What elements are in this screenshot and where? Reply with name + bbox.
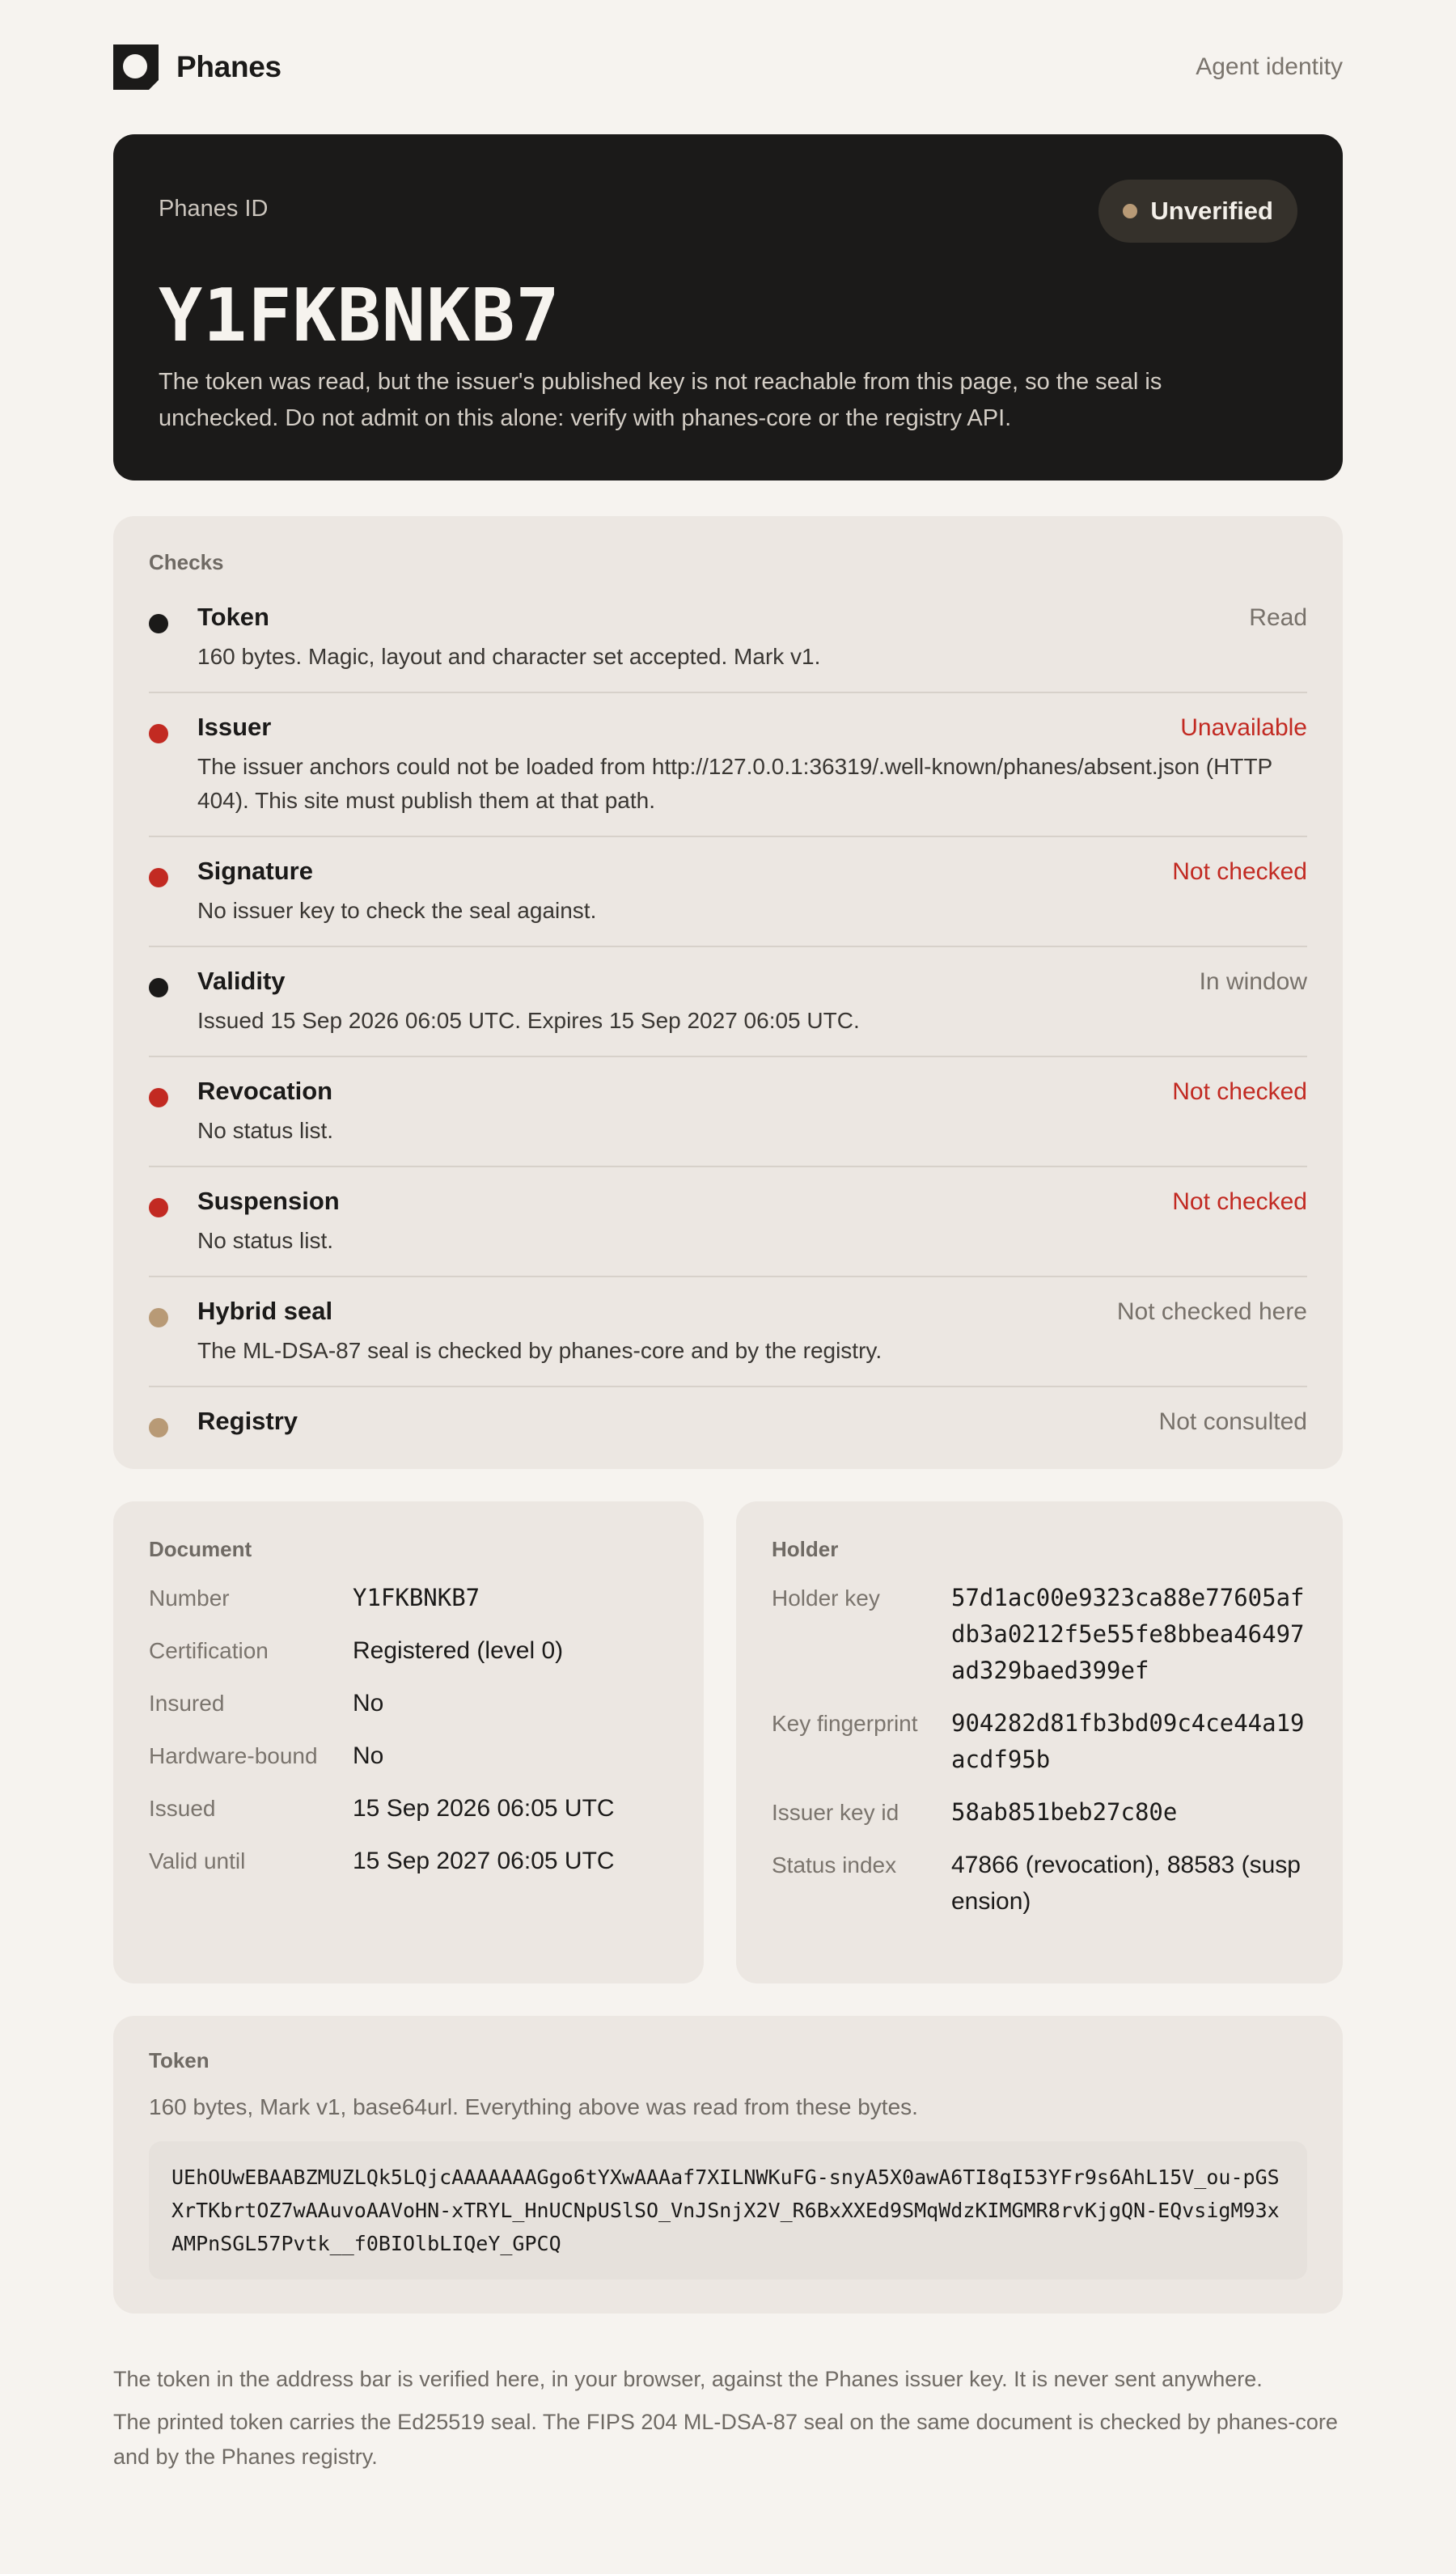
- check-title-issuer: Issuer: [197, 713, 272, 741]
- token-value[interactable]: UEhOUwEBAABZMUZLQk5LQjcAAAAAAAGgo6tYXwAAAaf7XILNWKuFG-snyA5X0awA6TI8qI53YFr9s6AhL15V_ou-pGSXrTKbrtOZ7wAAuvoAAVoHN-xTRYL_HnUCNpUSlSO_VnJSnjX2V_R6BxXXEd9SMqWdzKIMGMR8rvKjgQN-EQvsigM93xAMPnSGL57Pvtk__f0BIOlbLIQeY_GPCQ: [149, 2141, 1307, 2280]
- check-status-dot-icon: [149, 614, 168, 633]
- footer: [113, 2362, 1343, 2475]
- footer-note-browser: The token in the address bar is verified here, in your browser, against the Phanes issuer key. It is never sent anywhere.: [113, 2367, 1263, 2391]
- document-row-hardware-bound: [149, 1738, 668, 1774]
- status-dot-icon: [1123, 204, 1137, 218]
- top-bar: [113, 0, 1343, 134]
- check-row: [149, 693, 1307, 837]
- check-head: [197, 967, 1307, 996]
- check-status-signature: Not checked: [1172, 858, 1307, 885]
- phanes-id-value: Y1FKBNKB7: [159, 273, 561, 358]
- check-status-dot-icon: [149, 724, 168, 743]
- check-status-registry: Not consulted: [1158, 1408, 1307, 1435]
- check-title-suspension: Suspension: [197, 1187, 340, 1215]
- check-status-dot-icon: [149, 1418, 168, 1437]
- check-title-signature: Signature: [197, 857, 313, 885]
- document-row-issued: [149, 1790, 668, 1827]
- check-status-dot-icon: [149, 1308, 168, 1327]
- holder-panel: [736, 1501, 1343, 1983]
- check-status-dot-icon: [149, 978, 168, 997]
- holder-row-key-fingerprint: [772, 1705, 1307, 1778]
- check-head: [197, 1077, 1307, 1106]
- check-head: [197, 1407, 1307, 1436]
- footer-note-seal: The printed token carries the Ed25519 seal. The FIPS 204 ML-DSA-87 seal on the same document is checked by phanes-core and by the Phanes registry.: [113, 2410, 1338, 2469]
- certification-label: Certification: [149, 1638, 269, 1663]
- status-badge: [1098, 180, 1297, 243]
- checks-list: [149, 583, 1307, 1454]
- check-row: [149, 1277, 1307, 1387]
- check-row: [149, 1057, 1307, 1167]
- token-label: Token: [149, 2048, 210, 2072]
- issuer-key-id-value: 58ab851beb27c80e: [951, 1798, 1178, 1826]
- hardware-bound-label: Hardware-bound: [149, 1743, 318, 1768]
- check-status-dot-icon: [149, 1198, 168, 1217]
- check-status-dot-icon: [149, 868, 168, 887]
- checks-label: Checks: [149, 550, 224, 574]
- check-row: [149, 1387, 1307, 1454]
- document-row-number: [149, 1580, 668, 1616]
- check-head: [197, 1297, 1307, 1326]
- key-fingerprint-label: Key fingerprint: [772, 1711, 918, 1736]
- check-row: [149, 947, 1307, 1057]
- number-label: Number: [149, 1585, 230, 1611]
- document-row-certification: [149, 1632, 668, 1669]
- document-label: Document: [149, 1537, 252, 1561]
- check-status-token: Read: [1249, 604, 1307, 631]
- check-status-validity: In window: [1199, 968, 1307, 995]
- agent-identity-link[interactable]: Agent identity: [1196, 53, 1343, 80]
- hero-label: Phanes ID: [159, 196, 269, 222]
- check-description: 160 bytes. Magic, layout and character set accepted. Mark v1.: [197, 644, 821, 669]
- holder-row-holder-key: [772, 1580, 1307, 1689]
- holder-row-status-index: [772, 1847, 1307, 1920]
- issuer-key-id-label: Issuer key id: [772, 1800, 899, 1825]
- check-title-validity: Validity: [197, 967, 286, 995]
- brand-name: Phanes: [176, 50, 281, 83]
- status-index-value: 47866 (revocation), 88583 (suspension): [951, 1852, 1301, 1915]
- hardware-bound-value: No: [353, 1742, 384, 1769]
- token-panel: [113, 2016, 1343, 2314]
- document-row-insured: [149, 1685, 668, 1721]
- check-status-issuer: Unavailable: [1180, 714, 1307, 741]
- check-row: [149, 837, 1307, 947]
- check-head: [197, 603, 1307, 632]
- document-panel: [113, 1501, 704, 1983]
- check-row: [149, 1167, 1307, 1277]
- holder-key-value: 57d1ac00e9323ca88e77605afdb3a0212f5e55fe8bbea46497ad329baed399ef: [951, 1584, 1305, 1684]
- token-description: 160 bytes, Mark v1, base64url. Everything above was read from these bytes.: [149, 2094, 918, 2119]
- details-row: [113, 1501, 1343, 1983]
- check-head: [197, 857, 1307, 886]
- insured-label: Insured: [149, 1691, 225, 1716]
- check-status-hybrid-seal: Not checked here: [1116, 1298, 1307, 1325]
- check-description: No issuer key to check the seal against.: [197, 898, 597, 923]
- phanes-logo-icon: [113, 44, 159, 90]
- document-rows: [149, 1580, 668, 1879]
- brand[interactable]: [113, 44, 281, 90]
- check-row: [149, 583, 1307, 693]
- check-status-suspension: Not checked: [1172, 1188, 1307, 1215]
- hero-description: The token was read, but the issuer's published key is not reachable from this page, so the seal is unchecked. Do not admit on this alone: verify with phanes-core or the registry API.: [159, 369, 1162, 431]
- status-badge-text: Unverified: [1150, 197, 1273, 225]
- issued-value: 15 Sep 2026 06:05 UTC: [353, 1795, 615, 1822]
- check-description: Issued 15 Sep 2026 06:05 UTC. Expires 15 Sep 2027 06:05 UTC.: [197, 1008, 860, 1033]
- check-description: The issuer anchors could not be loaded from http://127.0.0.1:36319/.well-known/phanes/absent.json (HTTP 404). This site must publish them at that path.: [197, 754, 1272, 813]
- check-head: [197, 713, 1307, 742]
- certification-value: Registered (level 0): [353, 1637, 564, 1664]
- check-title-hybrid-seal: Hybrid seal: [197, 1297, 333, 1325]
- status-index-label: Status index: [772, 1852, 897, 1878]
- valid-until-value: 15 Sep 2027 06:05 UTC: [353, 1848, 615, 1874]
- check-status-revocation: Not checked: [1172, 1078, 1307, 1105]
- check-description: The ML-DSA-87 seal is checked by phanes-core and by the registry.: [197, 1338, 882, 1363]
- holder-row-issuer-key-id: [772, 1794, 1307, 1831]
- check-description: No status list.: [197, 1228, 334, 1253]
- check-title-revocation: Revocation: [197, 1077, 333, 1105]
- check-head: [197, 1187, 1307, 1216]
- issued-label: Issued: [149, 1796, 216, 1821]
- insured-value: No: [353, 1690, 384, 1717]
- holder-rows: [772, 1580, 1307, 1920]
- check-description: No status list.: [197, 1118, 334, 1143]
- check-title-registry: Registry: [197, 1407, 298, 1435]
- holder-key-label: Holder key: [772, 1585, 880, 1611]
- document-row-valid-until: [149, 1843, 668, 1879]
- key-fingerprint-value: 904282d81fb3bd09c4ce44a19acdf95b: [951, 1709, 1305, 1773]
- check-status-dot-icon: [149, 1088, 168, 1107]
- number-value: Y1FKBNKB7: [353, 1584, 480, 1611]
- holder-label: Holder: [772, 1537, 839, 1561]
- valid-until-label: Valid until: [149, 1848, 246, 1873]
- id-hero-card: [113, 134, 1343, 481]
- checks-panel: [113, 516, 1343, 1469]
- check-title-token: Token: [197, 603, 269, 631]
